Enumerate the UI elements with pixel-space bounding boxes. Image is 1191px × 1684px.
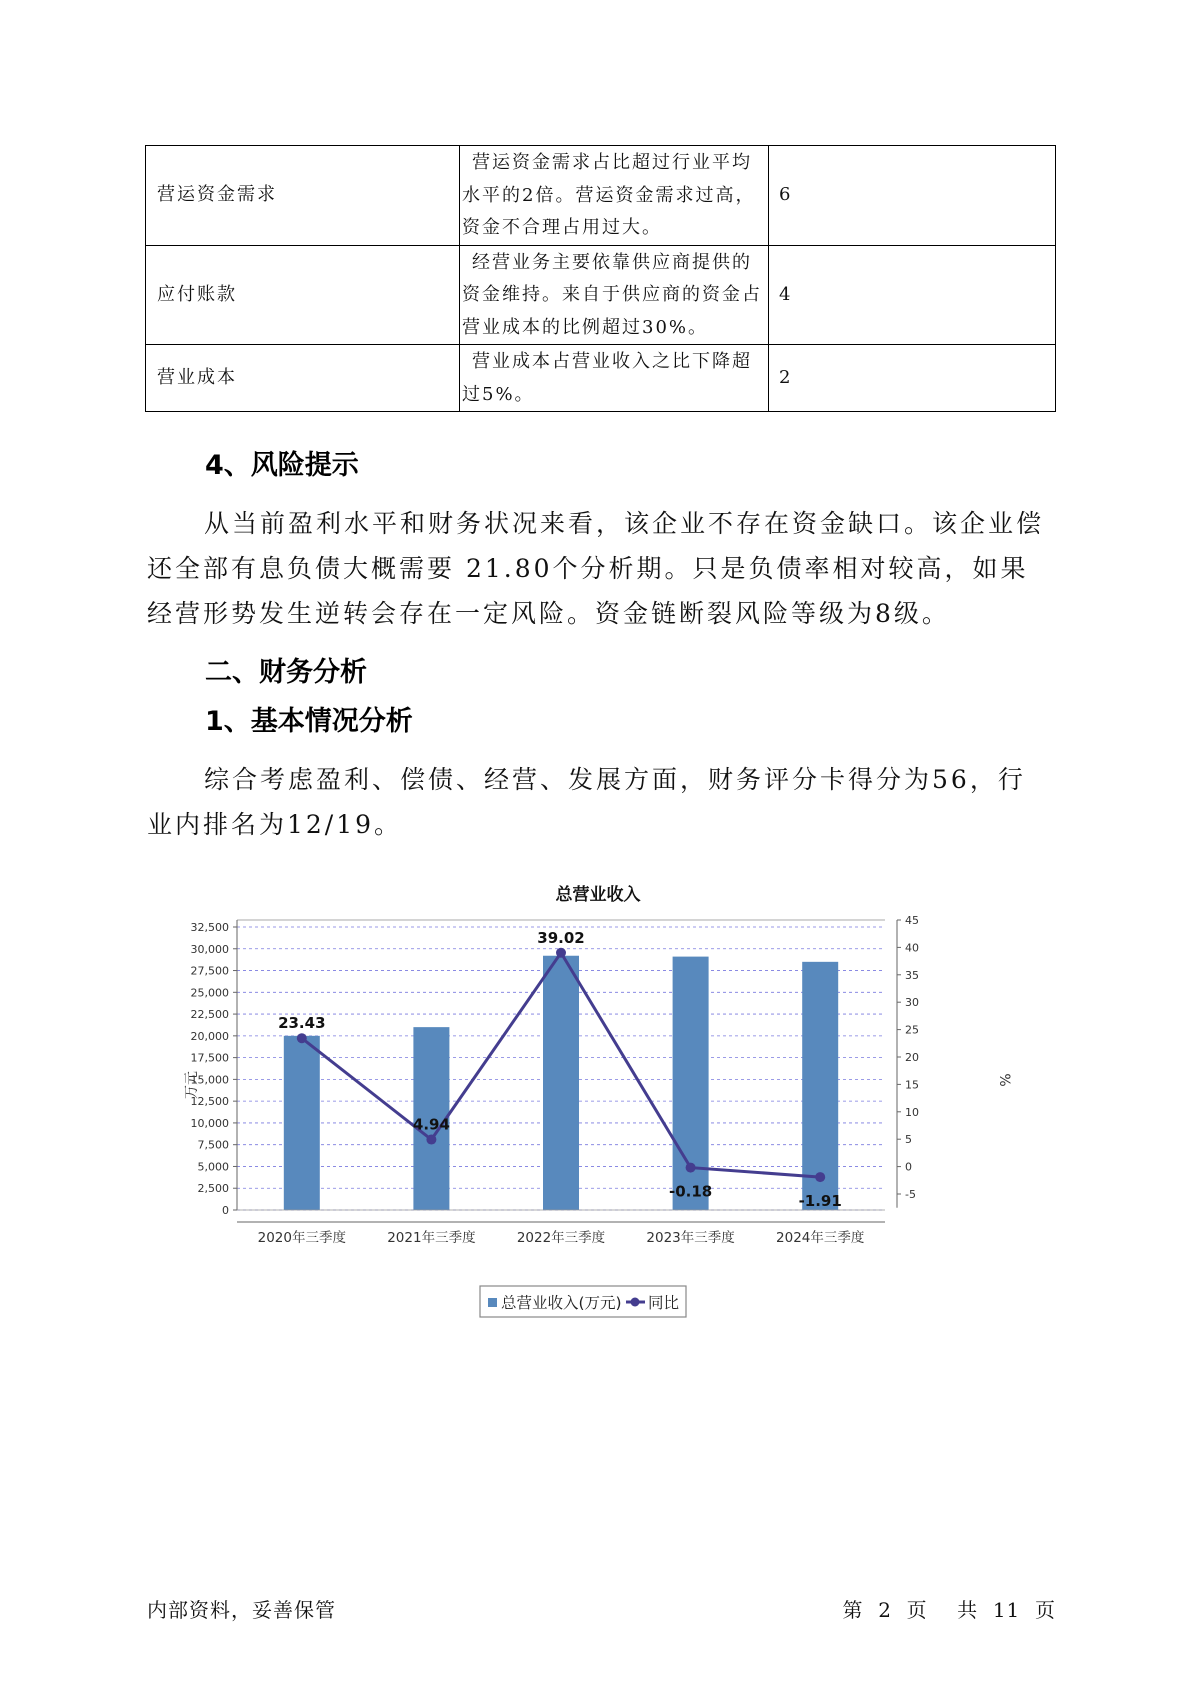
section-heading-financial-analysis: 二、财务分析 xyxy=(205,657,367,688)
data-label: -1.91 xyxy=(798,1192,842,1211)
footer-confidential-note: 内部资料，妥善保管 xyxy=(147,1598,336,1622)
table-cell-description: 经营业务主要依靠供应商提供的 资金维持。来自于供应商的资金占 营业成本的比例超过30%。 xyxy=(460,245,769,345)
data-label: 23.43 xyxy=(278,1014,326,1033)
right-tick-label: 15 xyxy=(905,1078,919,1092)
yoy-point xyxy=(815,1172,825,1182)
right-tick-label: 20 xyxy=(905,1051,919,1064)
left-tick-label: 27,500 xyxy=(190,964,229,978)
left-tick-label: 30,000 xyxy=(190,942,229,956)
table-cell-score: 4 xyxy=(769,245,1056,345)
bar xyxy=(284,1036,320,1210)
left-tick-label: 20,000 xyxy=(190,1029,229,1043)
risk-paragraph: 从当前盈利水平和财务状况来看，该企业不存在资金缺口。该企业偿还全部有息负债大概需要 21.80个分析期。只是负债率相对较高，如果经营形势发生逆转会存在一定风险。资金链断裂风险等级为8级。 xyxy=(147,509,1045,628)
left-tick-label: 25,000 xyxy=(190,986,229,1000)
chart-legend xyxy=(480,1286,686,1317)
legend-line-marker xyxy=(631,1298,640,1307)
subsection-heading-basic-analysis: 1、基本情况分析 xyxy=(205,706,413,737)
table-cell-score: 2 xyxy=(769,345,1056,412)
left-tick-label: 2,500 xyxy=(197,1182,229,1196)
left-tick-label: 0 xyxy=(222,1204,229,1217)
x-axis-labels xyxy=(258,1229,865,1246)
left-tick-label: 7,500 xyxy=(197,1138,229,1152)
table-row xyxy=(146,245,1056,345)
table-cell-item: 营业成本 xyxy=(146,345,460,412)
risk-indicator-table xyxy=(145,145,1056,412)
left-axis-ticks xyxy=(191,921,238,1217)
x-tick-label: 2023年三季度 xyxy=(646,1230,735,1246)
left-axis-label: 万元 xyxy=(184,1071,200,1099)
bar xyxy=(543,956,579,1210)
left-tick-label: 5,000 xyxy=(197,1160,229,1174)
left-tick-label: 10,000 xyxy=(190,1116,229,1130)
footer-total-label: 共 xyxy=(957,1598,979,1622)
yoy-point xyxy=(556,948,566,958)
right-tick-label: 40 xyxy=(905,941,919,955)
left-tick-label: 22,500 xyxy=(190,1008,229,1022)
table-cell-description: 营业成本占营业收入之比下降超 过5%。 xyxy=(460,345,769,412)
legend-line-label: 同比 xyxy=(648,1294,680,1312)
right-tick-label: 35 xyxy=(905,968,919,982)
footer-page-label: 页 xyxy=(906,1598,928,1622)
yoy-point xyxy=(297,1033,307,1043)
right-tick-label: 45 xyxy=(905,914,919,927)
table-row xyxy=(146,345,1056,412)
right-tick-label: 25 xyxy=(905,1023,919,1037)
table-cell-item: 应付账款 xyxy=(146,245,460,345)
table-cell-score: 6 xyxy=(769,146,1056,246)
right-axis-label: % xyxy=(996,1073,1012,1087)
data-label: 4.94 xyxy=(412,1115,450,1134)
footer-total-pages: 11 xyxy=(992,1598,1021,1622)
right-tick-label: 30 xyxy=(905,996,919,1010)
right-tick-label: 10 xyxy=(905,1105,919,1119)
section-heading-risk: 4、风险提示 xyxy=(205,450,359,481)
left-tick-label: 15,000 xyxy=(190,1073,229,1087)
yoy-point xyxy=(426,1135,436,1145)
table-row xyxy=(146,146,1056,246)
left-tick-label: 32,500 xyxy=(190,921,229,934)
right-tick-label: 5 xyxy=(905,1133,912,1147)
yoy-point xyxy=(686,1163,696,1173)
legend-bar-swatch xyxy=(488,1298,497,1307)
footer-total-label: 页 xyxy=(1035,1598,1056,1622)
footer-page-info xyxy=(843,1596,1057,1624)
right-tick-label: 0 xyxy=(905,1160,912,1174)
revenue-chart xyxy=(170,870,1030,1330)
legend-bar-label: 总营业收入(万元) xyxy=(501,1294,622,1312)
left-tick-label: 12,500 xyxy=(190,1095,229,1109)
data-label: -0.18 xyxy=(668,1182,713,1201)
footer-page-label: 第 xyxy=(842,1598,864,1622)
data-label: 39.02 xyxy=(537,928,585,947)
table-cell-item: 营运资金需求 xyxy=(146,146,460,246)
x-tick-label: 2022年三季度 xyxy=(516,1230,606,1246)
footer-page-number: 2 xyxy=(878,1598,892,1622)
right-tick-label: -5 xyxy=(905,1188,916,1201)
x-tick-label: 2024年三季度 xyxy=(776,1230,865,1246)
table-cell-description: 营运资金需求占比超过行业平均 水平的2倍。营运资金需求过高， 资金不合理占用过大。 xyxy=(460,146,769,246)
x-tick-label: 2020年三季度 xyxy=(257,1230,346,1246)
basic-analysis-paragraph: 综合考虑盈利、偿债、经营、发展方面，财务评分卡得分为56，行业内排名为12/19。 xyxy=(147,765,1026,839)
right-axis-ticks xyxy=(897,914,919,1201)
left-tick-label: 17,500 xyxy=(190,1051,229,1065)
x-tick-label: 2021年三季度 xyxy=(387,1230,476,1246)
chart-title: 总营业收入 xyxy=(555,885,641,905)
